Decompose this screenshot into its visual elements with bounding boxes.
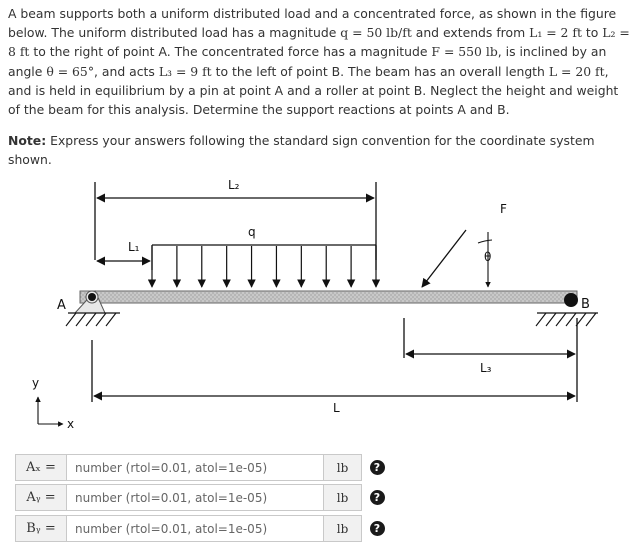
- beam: [80, 291, 577, 303]
- label-A: A: [57, 298, 66, 313]
- label-L2: L₂: [228, 178, 240, 192]
- L1-value: L₁ = 2 ft: [529, 25, 582, 41]
- problem-text-part: , and is held in equilibrium by a pin at point A and a roller at point B. Neglect the height and weight of the beam for this analysis. Determine the support reactions at points A and B.: [8, 63, 619, 118]
- note-label: Note:: [8, 133, 47, 148]
- problem-text: [8, 4, 632, 119]
- answer-label-Ay: Aᵧ =: [15, 484, 67, 511]
- F-value: F = 550 lb: [431, 44, 498, 60]
- problem-text-part: , and acts: [94, 63, 159, 79]
- answer-input-Ax[interactable]: [67, 454, 324, 481]
- answer-row-By: [15, 514, 392, 543]
- problem-text-part: , is inclined by an angle: [8, 44, 607, 79]
- dim-L1: [97, 240, 152, 270]
- label-L1: L₁: [128, 240, 140, 254]
- distributed-load: [152, 225, 376, 287]
- label-theta: θ: [484, 250, 492, 264]
- label-B: B: [581, 297, 590, 312]
- dim-L: [92, 340, 575, 415]
- answer-unit-Ax: lb: [324, 454, 362, 481]
- label-y: y: [32, 376, 40, 390]
- problem-text-part: and extends from: [411, 25, 530, 41]
- answer-input-By[interactable]: [67, 515, 324, 542]
- force-F: [420, 202, 507, 287]
- answer-row-Ax: [15, 453, 392, 482]
- label-L: L: [333, 401, 340, 415]
- theta-value: θ = 65°: [46, 63, 95, 79]
- coordinate-axes: [32, 376, 74, 431]
- label-F: F: [500, 202, 507, 216]
- label-q: q: [248, 225, 256, 239]
- L3-value: L₃ = 9 ft: [158, 63, 212, 79]
- note-text: Express your answers following the standard sign convention for the coordinate system shown.: [8, 133, 595, 167]
- answer-label-By: Bᵧ =: [15, 515, 67, 542]
- help-icon[interactable]: ?: [370, 460, 385, 475]
- label-L3: L₃: [480, 361, 492, 375]
- answer-input-Ay[interactable]: [67, 484, 324, 511]
- help-button-Ay[interactable]: [362, 484, 392, 511]
- problem-text-part: to: [581, 25, 603, 41]
- problem-text-part: to the right of point A. The concentrated force has a magnitude: [29, 44, 432, 60]
- help-icon[interactable]: ?: [370, 521, 385, 536]
- L-value: L = 20 ft: [548, 63, 605, 79]
- answer-label-Ax: Aₓ =: [15, 454, 67, 481]
- answer-unit-Ay: lb: [324, 484, 362, 511]
- label-x: x: [67, 417, 75, 431]
- answer-row-Ay: [15, 483, 392, 512]
- L2-value: L₂ = 8 ft: [8, 25, 630, 60]
- help-icon[interactable]: ?: [370, 490, 385, 505]
- problem-statement: [8, 4, 632, 119]
- dim-L3: [404, 318, 577, 402]
- beam-figure: [0, 160, 638, 440]
- answer-unit-By: lb: [324, 515, 362, 542]
- q-value: q = 50 lb/ft: [340, 25, 412, 41]
- problem-text-part: A beam supports both a uniform distributed load and a concentrated force, as shown in the figure below. The uniform distributed load has a magnitude: [8, 6, 617, 41]
- help-button-Ax[interactable]: [362, 454, 392, 481]
- problem-text-part: to the left of point B. The beam has an overall length: [211, 63, 549, 79]
- help-button-By[interactable]: [362, 515, 392, 542]
